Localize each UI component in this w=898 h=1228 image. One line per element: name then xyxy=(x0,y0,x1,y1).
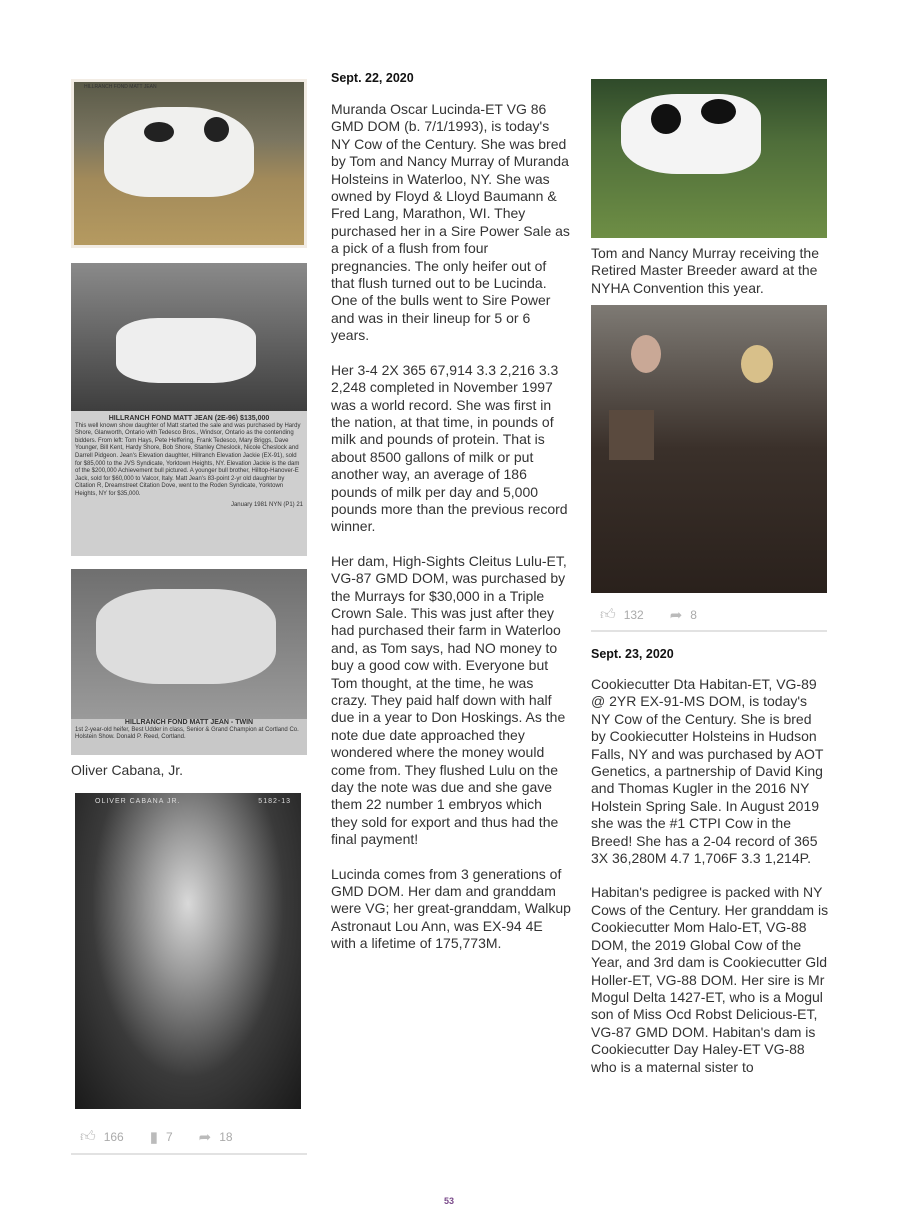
paragraph: Muranda Oscar Lucinda-ET VG 86 GMD DOM (b. 7/1/1993), is today's NY Cow of the Century. She was bred by Tom and Nancy Murray of Muranda Holsteins in Waterloo, NY. She was owned by Floyd & Lloyd Baumann & Fred Lang, Marathon, WI. They purchased her in a Sire Power Sale as a pick of a flush from four pregnancies. The only heifer out of that flush turned out to be Lucinda. One of the bulls went to Sire Power and was in their lineup for 5 or 6 years. xyxy=(331,101,570,344)
clipping-body: 1st 2-year-old heifer, Best Udder in class, Senior & Grand Champion at Cortland Co. Holstein Show. Donald P. Reed, Cortland. xyxy=(75,726,299,741)
photo-caption: Tom and Nancy Murray receiving the Retired Master Breeder award at the NYHA Convention this year. xyxy=(591,245,819,296)
share-icon[interactable]: ➦ xyxy=(669,607,683,624)
share-icon[interactable]: ➦ xyxy=(198,1129,212,1146)
clipping-photo-sale xyxy=(71,263,307,556)
paragraph: Her 3-4 2X 365 67,914 3.3 2,216 3.3 2,248 completed in November 1997 was a world record. She was first in the nation, at that time, in pounds of milk and pounds of protein. That is about 8500 gallons of milk or put another way, an average of 186 pounds of milk per day and 5,000 pounds more than the previous record winner. xyxy=(331,361,568,535)
divider xyxy=(591,630,827,632)
post-date: Sept. 23, 2020 xyxy=(591,647,674,661)
post-date: Sept. 22, 2020 xyxy=(331,71,414,85)
paragraph: Cookiecutter Dta Habitan-ET, VG-89 @ 2YR EX-91-MS DOM, is today's NY Cow of the Century. She is bred by Cookiecutter Holsteins in Hudson Falls, NY and was purchased by AOT Genetics, a partnership of David King and Thomas Kugler in the 2016 NY Holstein Spring Sale. In August 2019 she was the #1 CTPI Cow in the Breed! She has a 2-04 record of 365 3X 36,280M 4.7 1,706F 3.3 1,214P. xyxy=(591,676,824,867)
thumbs-up-icon[interactable]: 👍︎ xyxy=(80,1128,96,1145)
post-body xyxy=(331,101,571,970)
clipping-photo-twin xyxy=(71,569,307,755)
post-stats xyxy=(600,606,715,624)
photo-label: OLIVER CABANA JR. xyxy=(95,798,181,805)
clipping-footer: January 1981 NYN (P1) 21 xyxy=(230,501,303,508)
clipping-heading: HILLRANCH FOND MATT JEAN (2E-96) $135,000 xyxy=(108,415,270,422)
like-count: 132 xyxy=(623,608,644,622)
post-stats xyxy=(80,1128,251,1146)
paragraph: Her dam, High-Sights Cleitus Lulu-ET, VG-87 GMD DOM, was purchased by the Murrays for $30,000 in a Triple Crown Sale. This was just after they had purchased their farm in Waterloo and, as Tom says, had NO money to buy a good cow with. Everyone but Tom thought, at the time, he was crazy. They paid half down with half due in a year to Don Hoskings. As the note due date approached they wondered where the money would come from. They flushed Lulu on the day the note was due and she gave them 22 number 1 embryos which they sold for export and thus had the final payment! xyxy=(331,552,567,848)
photo-label: HILLRANCH FOND MATT JEAN xyxy=(84,84,157,90)
portrait-photo-oliver-cabana xyxy=(75,793,301,1109)
page-number: 53 xyxy=(443,1196,454,1206)
cow-photo-matt-jean xyxy=(71,79,307,248)
cow-grazing-photo xyxy=(591,79,827,238)
paragraph: Lucinda comes from 3 generations of GMD DOM. Her dam and granddam were VG; her great-granddam, Walkup Astronaut Lou Ann, was EX-94 4E with a lifetime of 175,773M. xyxy=(331,865,571,952)
clipping-body: This well known show daughter of Matt started the sale and was purchased by Hardy Shore, Glanworth, Ontario with Tedesco Bros., Windsor, Ontario as the contending bidders. From left: Tom Hays, Pete Heffering, Frank Tedesco, Mary Briggs, Dave Younger, Bill Kent, Hardy Shore, Bob Shore, Stanley Cheslock, Nicole Cheslock and Darrell Pidgeon. Jean's Elevation daughter, Hillranch Elevation Jackie (EX-91), sold for $85,000 to the JVS Syndicate, Yorktown Heights, NY. Elevation Jackie is the dam of the $200,000 Achievement bull pictured. A younger bull brother, Hilltop-Hanover-E Jack, sold for $60,000 to Valcor, Italy. Matt Jean's 83-point 2-yr old daughter by Citation R, Dreamstreet Citation Dove, went to the Roden Syndicate, Yorktown Heights, NY for $35,000. xyxy=(75,422,301,497)
share-count: 18 xyxy=(219,1130,233,1144)
photo-caption: Oliver Cabana, Jr. xyxy=(71,762,184,778)
paragraph: Habitan's pedigree is packed with NY Cows of the Century. Her granddam is Cookiecutter Mom Halo-ET, VG-88 DOM, the 2019 Global Cow of the Year, and 3rd dam is Cookiecutter Gld Holler-ET, VG-88 DOM. Her sire is Mr Mogul Delta 1427-ET, who is a Mogul son of Miss Ocd Robst Delicious-ET, VG-87 GMD DOM. Habitan's dam is Cookiecutter Day Haley-ET VG-88 who is a maternal sister to xyxy=(591,884,829,1075)
divider xyxy=(71,1153,307,1155)
comment-count: 7 xyxy=(165,1130,173,1144)
share-count: 8 xyxy=(690,608,697,622)
award-ceremony-photo xyxy=(591,305,827,593)
clipping-heading: HILLRANCH FOND MATT JEAN - TWIN xyxy=(124,719,254,726)
like-count: 166 xyxy=(103,1130,124,1144)
post-body xyxy=(591,676,829,1093)
photo-number: 5182-13 xyxy=(258,798,291,805)
comment-icon[interactable]: ▮ xyxy=(149,1129,158,1146)
thumbs-up-icon[interactable]: 👍︎ xyxy=(600,606,616,623)
